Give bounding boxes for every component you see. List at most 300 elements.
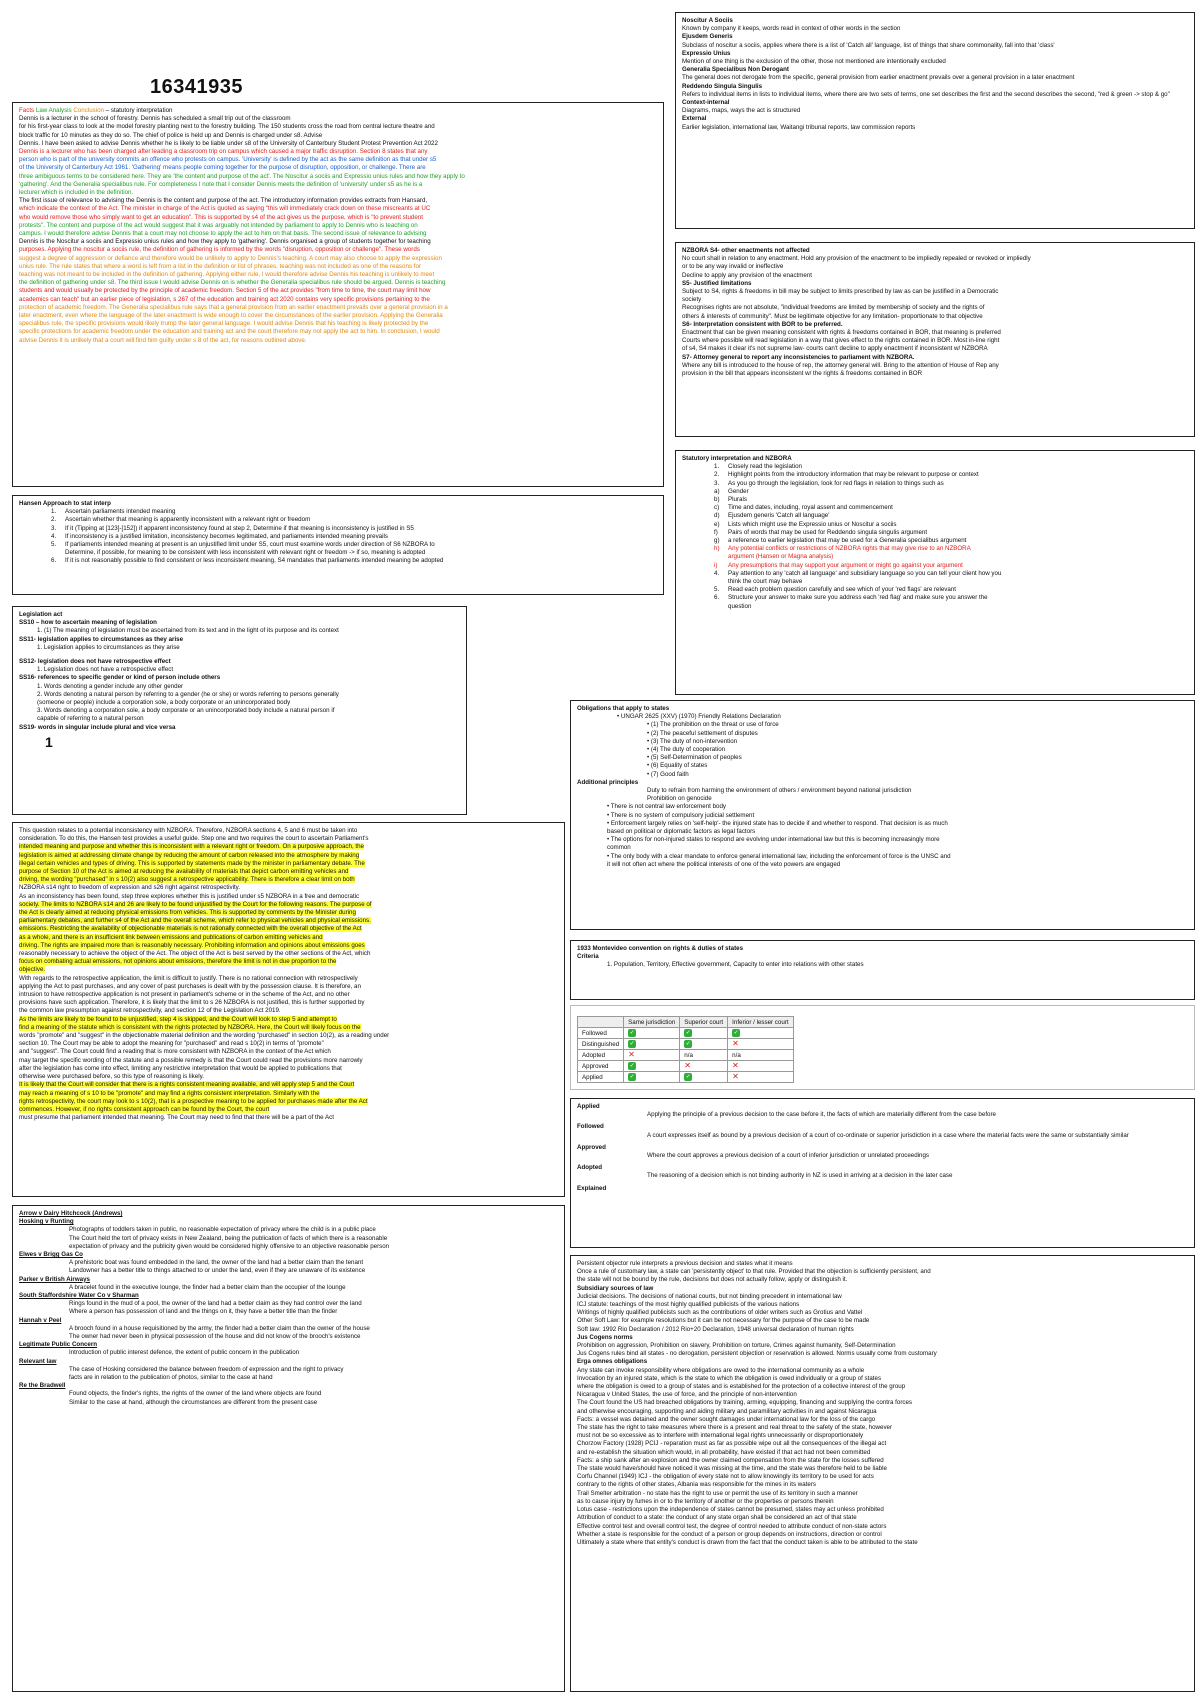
q2-line-text: As an inconsistency has been found, step three explores whether this is justified under s5 NZBORA in a free and democratic [19,892,360,900]
nzbora-line: of s4, S4 makes it clear it's not supreme law- courts can't decline to apply enactment if inconsistent w/ NZBORA [682,345,988,353]
precedent-table-cell [624,1039,680,1050]
precedent-desc: Where the court approves a previous decision of a court of inferior jurisdiction or unrelated proceedings [647,1152,930,1160]
q2-line [19,884,558,892]
obligations-box [570,700,1195,930]
hansen-step-number: 1. [51,508,57,516]
precedent-table-column-header: Superior court [680,1017,728,1028]
precedent-cell-text: n/a [732,1051,741,1059]
hansen-step-number: 5. [51,541,57,549]
check-icon: ✓ [685,1041,691,1047]
hansen-step-text: If parliaments intended meaning at present is an unjustified limit under S5, court must examine words under direction of S6 NZBORA to [65,541,435,549]
customary-line: Soft law: 1992 Rio Declaration / 2012 Rio+20 Declaration, 1948 universal declaration of human rights [577,1325,854,1333]
precedent-table-column-header: Same jurisdiction [624,1017,680,1028]
nzbora-line: or to be any way invalid or ineffective [682,263,784,271]
statinterp-item-text: As you go through the legislation, look for red flags in relation to things such as [728,479,944,487]
q1-line: protection of academic freedom. The Generalia specialibus rule says that a general provision from an earlier enactment prevails over a general provision in a [19,303,448,311]
nzbora-line: provision in the bill that appears inconsistent w/ the rights & freedoms contained in BOR [682,370,923,378]
customary-line: Persistent objector rule interprets a previous decision and states what it means [577,1260,793,1267]
statinterp-item-number: f) [714,528,718,536]
customary-line: The Court found the US had breached obligations by training, arming, equipping, financing and supplying the contra forces [577,1399,913,1407]
hansen-step [19,549,657,557]
statinterp-item-number: a) [714,487,720,495]
q2-line-text: the common law presumption against retrospectivity, and section 12 of the Legislation Act 2019. [19,1007,281,1015]
precedent-term: Approved [577,1143,606,1151]
bullet-glyph: • [647,762,651,770]
q2-line-text: driving, the wording "purchased" in s 10(2) also suggest a retrospective applicability. There is therefore a clear limit on both [19,876,355,884]
case-name: Parker v British Airways [19,1275,90,1283]
statinterp-item [682,521,1188,529]
q2-line [19,1098,558,1106]
q2-line [19,901,558,909]
precedent-table-cell [680,1028,728,1039]
q1-line: Dennis is a lecturer in the school of forestry. Dennis has scheduled a small trip out of the classroom [19,115,291,123]
additional-principle [577,795,1188,803]
precedent-desc: A court expresses itself as bound by a previous decision of a court of co-ordinate or superior jurisdiction in a case where the material facts were the same or substantially similar [647,1131,1129,1139]
bullet-glyph: • [647,746,651,754]
q2-line [19,925,558,933]
check-icon: ✓ [629,1030,635,1036]
q2-line [19,835,558,843]
bullet-glyph: • [607,811,611,819]
obligations-bullets [577,803,1188,869]
obligation-bullet [577,812,1188,820]
nzbora-line: society [682,296,702,304]
latin-desc: Diagrams, maps, ways the act is structured [682,107,801,115]
additional-principle [577,787,1188,795]
obligation-principle-text: (7) Good faith [650,770,689,778]
nzbora-line: others & interests of community". Must be legitimate objective for any limitation- proportionate to that objective [682,312,983,320]
precedent-table-cell [680,1039,728,1050]
q1-line: advise Dennis it is unlikely that a court will find him guilty under s 8 of the act, for reasons outlined above. [19,336,307,344]
statinterp-item-number: i) [714,561,718,569]
precedent-table-row-label: Adopted [578,1050,624,1061]
latin-term: Generalia Specialibus Non Derogant [682,66,789,74]
obligation-bullet-text: common [607,844,631,852]
obligation-principle-text: (3) The duty of non-intervention [650,737,738,745]
q1-header [19,107,657,115]
document-title: 16341935 [150,76,243,98]
statinterp-item [682,463,1188,471]
precedent-table-row [578,1028,794,1039]
statutory-interpretation-box [675,450,1195,695]
statinterp-item [682,471,1188,479]
cross-icon: ✕ [732,1061,739,1070]
q1-line: block traffic for 10 minutes as they do so. The chief of police is held up and Dennis is charged under s8. Advise [19,131,323,139]
statinterp-item-text: Lists which might use the Expressio unius or Noscitur a sociis [728,520,897,528]
q1-line: The first issue of relevance to advising the Dennis is the content and purpose of the act. The introductory information provides extracts from Hansard, [19,197,428,205]
precedent-table-row-label: Approved [578,1061,624,1072]
precedent-terms [577,1103,1188,1193]
precedent-table-cell [728,1028,793,1039]
case-note: The Court held the tort of privacy exists in New Zealand, being the publication of facts of which there is a reasonable [69,1234,388,1242]
check-icon: ✓ [733,1030,739,1036]
customary-line: Lotus case - restrictions upon the independence of states cannot be presumed, states may act unless prohibited [577,1506,884,1514]
precedent-term: Adopted [577,1164,603,1172]
q2-line-text: may target the specific wording of the statute and a possible remedy is that the Court could read the provisions more narrowly [19,1056,363,1064]
q2-line-text: and "suggest". The Court could find a reading that is more consistent with NZBORA in the context of the Act which [19,1048,331,1056]
case-note: The case of Hosking considered the balance between freedom of expression and the right to privacy [69,1365,344,1373]
q2-line [19,1114,558,1122]
legislation-title: Legislation act [19,611,63,618]
precedent-table-row-label: Followed [578,1028,624,1039]
obligation-principle-text: (2) The peaceful settlement of disputes [650,729,758,737]
q2-line [19,1007,558,1015]
hansen-step-number: 3. [51,524,57,532]
case-note: Photographs of toddlers taken in public, no reasonable expectation of privacy where the child is in a public place [69,1226,376,1234]
q2-line-text: the Act is clearly aimed at reducing physical emissions from vehicles. This is supported by comments by the Minister during [19,909,356,917]
legislation-line: SS10 – how to ascertain meaning of legislation [19,619,157,627]
case-note: Landowner has a better title to things attached to or under the land, even if they are unaware of its existence [69,1267,366,1275]
q2-line [19,1073,558,1081]
customary-line: Invocation by an injured state, which is the state to which the obligation is owed individually or a group of states [577,1374,882,1382]
q2-line-text: after the legislation has come into effect, limiting any restrictive interpretation that would be applied to publications that [19,1064,342,1072]
statinterp-item-text: argument (Hansen or Magna analysis) [728,553,834,561]
customary-line: Facts: a vessel was detained and the owner sought damages under international law for the loss of the cargo [577,1415,876,1423]
q1-line: lecturer which is included in the definition. [19,189,134,197]
nzbora-line: Courts where possible will read legislation in a way that gives effect to the rights contained in BOR. Most in-line right [682,337,1000,345]
customary-line: Whether a state is responsible for the conduct of a person or group depends on instructions, direction or control [577,1530,882,1538]
legislation-line: SS19- words in singular include plural and vice versa [19,723,176,731]
case-name: Hosking v Runting [19,1218,74,1226]
legislation-list [19,619,460,732]
obligation-bullet [577,828,1188,836]
question-one-box [12,102,664,487]
montevideo-criteria: 1. Population, Territory, Effective government, Capacity to enter into relations with other states [607,961,864,969]
precedent-table-header [578,1017,794,1028]
q1-line: teaching was not meant to be included in the definition of gathering. Applying either rule, I would therefore advise Dennis his teaching is unlikely to meet [19,271,435,279]
q2-line-text: as a whole, and there is an insufficient link between emissions and publications of carbon emitting vehicles and [19,933,323,941]
precedent-table-cell [624,1050,680,1061]
customary-line: Facts: a ship sank after an explosion and the owner claimed compensation from the state for the losses suffered [577,1456,884,1464]
precedent-desc: The reasoning of a decision which is not binding authority in NZ is used in arriving at a decision in the later case [647,1172,953,1180]
customary-line: Judicial decisions. The decisions of national courts, but not binding precedent in international law [577,1292,842,1300]
statinterp-item [682,504,1188,512]
q2-line [19,860,558,868]
q1-line: Dennis is a lecturer who has been charged after leading a classroom trip on campus which caused a major traffic disruption. Section 8 states that any [19,148,428,156]
precedent-terms-box [570,1098,1195,1248]
q1-line: protests". The content and purpose of the act would suggest that it was arguably not intended by parliament to apply to Dennis who is teaching on [19,221,418,229]
question-two-box [12,822,565,1197]
q1-line: which indicate the context of the Act. The minister in charge of the Act is quoted as saying "this will immediately crack down on these miscreants at UC [19,205,431,213]
customary-line: Any state can invoke responsibility where obligations are owed to the international community as a whole [577,1366,865,1374]
q2-line-text: intrusion to have retrospective application is not present in parliament's scheme or in the scheme of the Act, and no other [19,991,350,999]
statinterp-item-number: 5. [714,586,720,594]
statinterp-item-text: Gender [728,487,749,495]
precedent-term: Explained [577,1184,607,1192]
latin-maxims-list [682,17,1188,132]
hansen-title: Hansen Approach to stat interp [19,500,111,507]
bullet-glyph: • [607,852,611,860]
precedent-table-row [578,1061,794,1072]
q2-line-text: reasonably necessary to achieve the object of the Act. The object of the Act is best served by the other sections of the Act, which [19,950,371,958]
obligation-bullet [577,853,1188,861]
q1-body [19,115,657,345]
case-note: Similar to the case at hand, although the circumstances are different from the present case [69,1398,318,1406]
obligation-principle-text: (5) Self-Determination of peoples [650,754,742,762]
obligation-principle-text: (4) The duty of cooperation [650,746,726,754]
customary-line: must not be so excessive as to interfere with international legal rights unnecessarily or disproportionately [577,1432,864,1440]
customary-line: and re-establish the situation which would, in all probability, have existed if that act had not been committed [577,1448,871,1456]
hansen-steps [19,508,657,565]
check-icon: ✓ [629,1063,635,1069]
legislation-line: 1. Legislation does not have a retrospective effect [37,666,174,674]
precedent-table-row [578,1039,794,1050]
precedent-table-cell [624,1028,680,1039]
latin-term: External [682,115,707,123]
obligation-bullet [577,861,1188,869]
obligation-bullet-text: There is not central law enforcement body [610,803,726,811]
hansen-step-text: If it (Tipping at [123]-[152]) if apparent inconsistency found at step 2, Determine if that meaning is inconsistency is justified in S5 [65,524,414,532]
obligation-bullet-text: it will not often act where the political interests of one of the veto powers are engaged [607,860,841,868]
q2-line [19,1081,558,1089]
statinterp-title: Statutory interpretation and NZBORA [682,455,792,462]
q2-line-text: find a meaning of the statute which is consistent with the rights protected by NZBORA. Here, the Court will likely focus on the [19,1023,361,1031]
case-note: The owner had never been in physical possession of the house and did not know of the brooch's existence [69,1333,361,1341]
hansen-step [19,525,657,533]
hansen-step-text: If inconsistency is a justified limitation, inconsistency becomes legitimated, and parliaments intended meaning prevails [65,532,388,540]
q2-line [19,1040,558,1048]
statinterp-item-number: e) [714,520,720,528]
precedent-table [577,1016,794,1083]
check-icon: ✓ [629,1074,635,1080]
q2-line-text: section 10. The Court may be able to adopt the meaning for "purchased" and read s 10(2) in terms of "promote" [19,1040,324,1048]
precedent-table-row-label: Distinguished [578,1039,624,1050]
q2-line [19,1032,558,1040]
customary-line: Corfu Channel (1949) ICJ - the obligation of every state not to allow knowingly its territory to be used for acts [577,1473,874,1481]
q1-header-law: Law Analysis [35,107,72,114]
obligations-principles [577,721,1188,778]
bullet-glyph: • [607,803,611,811]
cross-icon: ✕ [628,1050,635,1059]
latin-desc: Mention of one thing is the exclusion of the other, those not mentioned are intentionally excluded [682,58,946,66]
customary-line: contrary to the rights of other states, Albania was responsible for the mines in its waters [577,1481,817,1489]
latin-term: Expressio Unius [682,49,731,57]
case-name: Legitimate Public Concern [19,1341,98,1349]
precedent-table-body [578,1028,794,1083]
customary-line: The state has the right to take measures where there is a present and real threat to the safety of the state, however [577,1424,893,1432]
hansen-step-text: Determine, if possible, for meaning to be consistent with less inconsistent with relevant right or freedom -> if so, meaning is adopted [65,549,426,557]
cross-icon: ✕ [732,1072,739,1081]
check-icon: ✓ [629,1041,635,1047]
q2-line-text: rights retrospectivity, the court may look to s 10(2), that is a prospective meaning to be applied for purchases made after the Act [19,1097,368,1105]
statinterp-item-number: 3. [714,479,720,487]
precedent-table-column-header: Inferior / lesser court [728,1017,793,1028]
q2-line-text: It is likely that the Court will consider that there is a rights consistent meaning available, and will apply step 5 and the Court [19,1081,355,1089]
obligation-principle [577,771,1188,779]
q1-line: of the University of Canterbury Act 1961. 'Gathering' means people coming together for the purpose of disruption, opposition, or challenge. There are [19,164,426,172]
case-note: A prehistoric boat was found embedded in the land, the owner of the land had a better claim than the tenant [69,1259,364,1267]
nzbora-line: No court shall in relation to any enactment. Hold any provision of the enactment to be impliedly repealed or revoked or impliedly [682,255,1031,263]
q2-line-text: society. The limits to NZBORA s14 and 26 are likely to be found unjustified by the Court for the following reasons. The purpose of [19,900,372,908]
case-note: expectation of privacy and the publicity given would be considered highly offensive to an objective reasonable person [69,1242,390,1250]
precedent-table-row [578,1072,794,1083]
case-note: Found objects, the finder's rights, the rights of the owner of the land where objects are found [69,1390,322,1398]
q1-line: Dennis. I have been asked to advise Dennis whether he is likely to be liable under s8 of the University of Canterbury Student Protest Prevention Act 2022 [19,139,438,147]
latin-desc: Earlier legislation, international law, Waitangi tribunal reports, law commission reports [682,123,916,131]
precedent-table-cell [624,1061,680,1072]
obligation-bullet-text: There is no system of compulsory judicial settlement [610,811,755,819]
statinterp-item [682,553,1188,561]
q1-line: the definition of gathering under s8. The third issue I would advise Dennis on is whether the Generalia specialibus rule should be argued. Dennis is teaching [19,279,446,287]
hansen-step [19,541,657,549]
statinterp-item [682,545,1188,553]
latin-desc: The general does not derogate from the specific, general provision from earlier enactment prevails over a general provision in a later enactment [682,74,1075,82]
additional-principle-text: Prohibition on genocide [647,795,712,803]
case-note: Introduction of public interest defence, the extent of public concern in the publication [69,1349,300,1357]
statinterp-item-number: h) [714,545,720,553]
precedent-table-cell [728,1050,793,1061]
case-note: A brooch found in a house requisitioned by the army, the finder had a better claim than the owner of the house [69,1324,370,1332]
q1-header-conclusion: Conclusion [73,107,105,114]
legislation-line: 3. Words denoting a corporation sole, a body corporate or an unincorporated body include a natural person if [37,707,335,715]
bullet-glyph: • [647,770,651,778]
nzbora-box [675,242,1195,437]
statinterp-item-number: 4. [714,569,720,577]
customary-law-box [570,1255,1195,1692]
statinterp-item [682,480,1188,488]
q1-line: unius rule. The rule states that where a word is left from a list in the definition or list of phrases, teaching was not included as one of the reasons for [19,262,421,270]
q1-line: 'gathering'. And the Generalia specialibus rule. For completeness I note that I consider Dennis meets the definition of 'university' under s5 as he is a [19,180,423,188]
statinterp-item [682,496,1188,504]
obligation-bullet-text: Enforcement largely relies on 'self-help'- the injured state has to decide if and whether to respond. That decision is as much [610,819,948,827]
obligation-bullet [577,803,1188,811]
latin-desc: Refers to individual items in lists to individual items, where there are two sets of terms, one set describes the first and the second describes the second, "red & green -> stop & go" [682,90,1170,98]
nzbora-title: NZBORA S4- other enactments not affected [682,247,810,254]
hansen-step [19,508,657,516]
montevideo-criteria-label: Criteria [577,953,599,961]
customary-line: Chorzow Factory (1928) PCIJ - reparation must as far as possible wipe out all the consequences of the illegal act [577,1440,887,1448]
bullet-glyph: • [647,754,651,762]
statinterp-item [682,578,1188,586]
cases-box [12,1205,565,1692]
q1-line: students and would usually be protected by the principle of academic freedom. Section 5 of the act provides "from time to time, the court may limit how [19,287,431,295]
hansen-step-number: 6. [51,557,57,565]
statinterp-item-number: 1. [714,463,720,471]
statinterp-item-text: Read each problem question carefully and see which of your 'red flags' are relevant [728,586,956,594]
q2-line [19,983,558,991]
q2-line [19,843,558,851]
precedent-table-row [578,1050,794,1061]
precedent-table-row-label: Applied [578,1072,624,1083]
q2-line [19,893,558,901]
statinterp-item-number: b) [714,496,720,504]
additional-principle-text: Duty to refrain from harming the environment of others / environment beyond national jurisdiction [647,787,912,795]
hansen-step [19,516,657,524]
customary-line: Effective control test and overall control test, the degree of control needed to attribute conduct of non-state actors [577,1522,887,1530]
q2-line [19,1024,558,1032]
q2-line-text: consideration. To do this, the Hansen test provides a useful guide. Step one and two requires the court to ascertain Parliament's [19,835,369,843]
q2-line-text: otherwise were purchased before, so this type of reasoning is likely. [19,1073,204,1081]
statinterp-item-text: Structure your answer to make sure you address each 'red flag' and make sure you answer the [728,594,988,602]
bullet-glyph: • [647,729,651,737]
q1-line: who would remove those who simply want to get an education". This is supported by s4 of the act gives us the purpose, which is "to prevent student [19,213,423,221]
statinterp-item-text: think the court may behave [728,578,803,586]
legislation-big-number: 1 [45,733,53,750]
customary-line: Ultimately a state where that entity's conduct is drawn from the fact that the conduct taken is able to be attributed to the state [577,1538,918,1546]
statinterp-item-text: Any potential conflicts or restrictions of NZBORA rights that may give rise to an NZBORA [728,545,971,553]
nzbora-line: Decline to apply any provision of the enactment [682,271,813,279]
montevideo-title: 1933 Montevideo convention on rights & duties of states [577,945,744,952]
q1-line: later enactment, even where the language of the later enactment is wide enough to cover the circumstances of the earlier provision. Applying the Generalia [19,312,443,320]
nzbora-line: Where any bill is introduced to the house of rep, the attorney general will. Bring to the attention of House of Rep any [682,361,999,369]
customary-line: Attribution of conduct to a state: the conduct of any state organ shall be considered an act of that state [577,1514,857,1522]
case-name: Relevant law [19,1357,57,1365]
q2-line [19,966,558,974]
precedent-cell-text: n/a [684,1051,693,1059]
q2-line-text: purpose of Section 10 of the Act is aimed at reducing the availability of materials that depict carbon emitting vehicles and [19,868,349,876]
customary-line: Trail Smelter arbitration - no state has the right to use or permit the use of its territory in such a manner [577,1489,858,1497]
precedent-term: Followed [577,1123,604,1131]
precedent-table-cell [680,1050,728,1061]
statinterp-item [682,594,1188,602]
q2-line-text: emissions. Restricting the availability of objectionable materials is not rationally connected with the overall objective of the Act [19,925,362,933]
customary-line: Nicaragua v United States, the use of force, and the principle of non-intervention [577,1391,797,1399]
precedent-table-box [570,1005,1195,1090]
q1-line: specific protections for academic freedom under the education and training act and the court therefore may not apply the act to him. In conclusion, I would [19,328,440,336]
statinterp-item [682,562,1188,570]
customary-line: Prohibition on aggression, Prohibition on slavery, Prohibition on torture, Crimes against humanity, Self-Determination [577,1342,896,1350]
customary-line: as to cause injury by fumes in or to the territory of another or the properties or persons therein [577,1497,834,1505]
statinterp-list [682,463,1188,611]
latin-maxims-box [675,12,1195,229]
q2-line [19,1057,558,1065]
precedent-desc: Applying the principle of a previous decision to the case before it, the facts of which are materially different from the case before [647,1111,996,1119]
statinterp-item-text: Plurals [728,496,747,504]
statinterp-item [682,570,1188,578]
q2-line [19,1090,558,1098]
cases-title: Arrow v Dairy Hitchcock (Andrews) [19,1210,123,1217]
cases-list [19,1218,558,1407]
q2-line-text: As the limits are likely to be found to be unjustified, step 4 is skipped, and the Court will look to step 5 and attempt to [19,1015,337,1023]
customary-line: ICJ statute: teachings of the most highly qualified publicists of the various nations [577,1301,800,1309]
q2-line-text: This question relates to a potential inconsistency with NZBORA. Therefore, NZBORA sections 4, 5 and 6 must be taken into [19,827,358,834]
legislation-line: 1. Words denoting a gender include any other gender [37,682,184,690]
statinterp-item-number: g) [714,537,720,545]
check-icon: ✓ [685,1030,691,1036]
nzbora-line: Recognises rights are not absolute, "individual freedoms are limited by membership of society and the rights of [682,304,985,312]
nzbora-line: S5- Justified limitations [682,279,752,287]
q1-line: for his first-year class to look at the model forestry planting next to the forestry building. The 150 students cross the road from central lecture theatre and [19,123,435,131]
obligation-principle [577,762,1188,770]
precedent-table-cell [680,1061,728,1072]
q2-line [19,1016,558,1024]
latin-term: Context-internal [682,99,730,107]
hansen-step-number: 4. [51,532,57,540]
q2-body [19,827,558,1122]
obligation-bullet-text: based on political or diplomatic factors as legal factors [607,828,756,836]
statinterp-item-text: a reference to earlier legislation that may be used for a Generalia specialibus argument [728,537,967,545]
statinterp-item-text: Pay attention to any 'catch all language' and subsidiary language so you can tell your client how you [728,569,1002,577]
legislation-act-box [12,606,467,815]
q2-line-text: objective. [19,966,46,974]
legislation-line: 1. Legislation applies to circumstances as they arise [37,643,180,651]
cross-icon: ✕ [684,1061,691,1070]
case-note: facts are in relation to the publication of photos, similar to the case at hand [69,1374,273,1382]
statinterp-item-text: Highlight points from the introductory information that may be relevant to purpose or context [728,471,979,479]
hansen-step [19,533,657,541]
hansen-box [12,495,664,595]
q1-line: person who is part of the university commits an offence who protests on campus. 'University' is defined by the act as the same definition as that under s5 [19,156,437,164]
bullet-glyph: • [647,737,651,745]
legislation-line: SS11- legislation applies to circumstances as they arise [19,635,184,643]
statinterp-item-text: Ejusdem generis 'Catch all language' [728,512,830,520]
precedent-table-cell [624,1072,680,1083]
q2-line-text: NZBORA s14 right to freedom of expression and s26 right against retrospectivity. [19,884,241,892]
hansen-step-text: Ascertain whether that meaning is apparently inconsistent with a relevant right or freedom [65,516,311,524]
q2-line-text: words "promote" and "suggest" in the objectionable material definition and the wording "purchased" in section 10(2), as a reading under [19,1032,390,1040]
q2-line-text: focus on combating actual emissions, not opinions about emissions, therefore the limit is not in due proportion to the [19,958,337,966]
bullet-glyph: • [647,721,651,729]
